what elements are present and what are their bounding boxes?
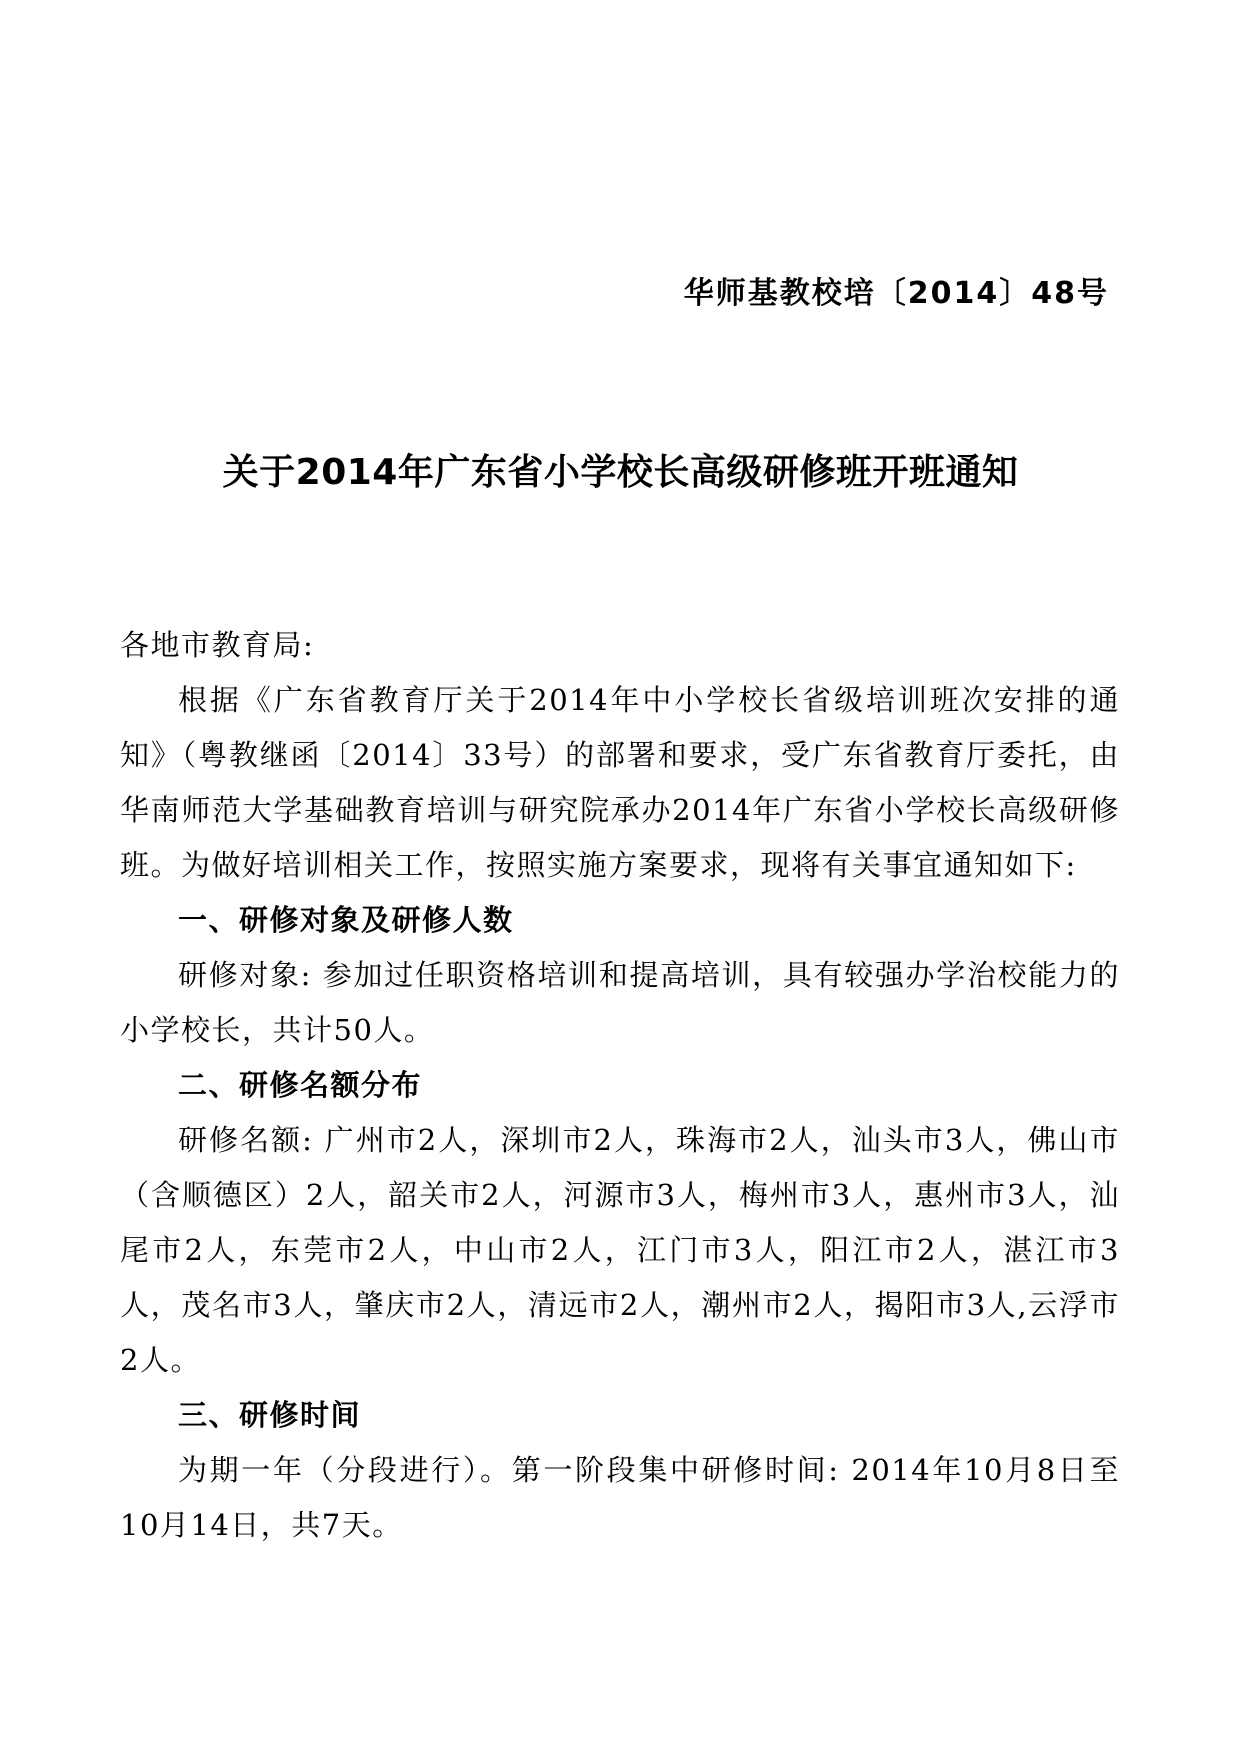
document-title: 关于2014年广东省小学校长高级研修班开班通知 [222,452,1019,493]
section-heading-participants: 一、研修对象及研修人数 [178,903,514,937]
intro-paragraph: 根据《广东省教育厅关于2014年中小学校长省级培训班次安排的通知》（粤教继函〔2014〕33号）的部署和要求，受广东省教育厅委托，由华南师范大学基础教育培训与研究院承办2014年广东省小学校长高级研修班。为做好培训相关工作，按照实施方案要求，现将有关事宜通知如下: [120,683,1120,882]
section-heading-quota: 二、研修名额分布 [178,1068,423,1102]
document-number: 华师基教校培〔2014〕48号 [683,276,1109,311]
section-text-schedule: 为期一年（分段进行）。第一阶段集中研修时间: 2014年10月8日至10月14日，共7天。 [120,1453,1120,1542]
salutation: 各地市教育局: [120,628,315,662]
document-body [120,618,1120,1553]
section-heading-schedule: 三、研修时间 [178,1398,362,1432]
section-text-participants: 研修对象: 参加过任职资格培训和提高培训，具有较强办学治校能力的小学校长，共计50人。 [120,958,1120,1047]
section-text-quota: 研修名额: 广州市2人，深圳市2人，珠海市2人，汕头市3人，佛山市（含顺德区）2人，韶关市2人，河源市3人，梅州市3人，惠州市3人，汕尾市2人，东莞市2人，中山市2人，江门市3人，阳江市2人，湛江市3人，茂名市3人，肇庆市2人，清远市2人，潮州市2人，揭阳市3人,云浮市2人。 [120,1123,1120,1377]
